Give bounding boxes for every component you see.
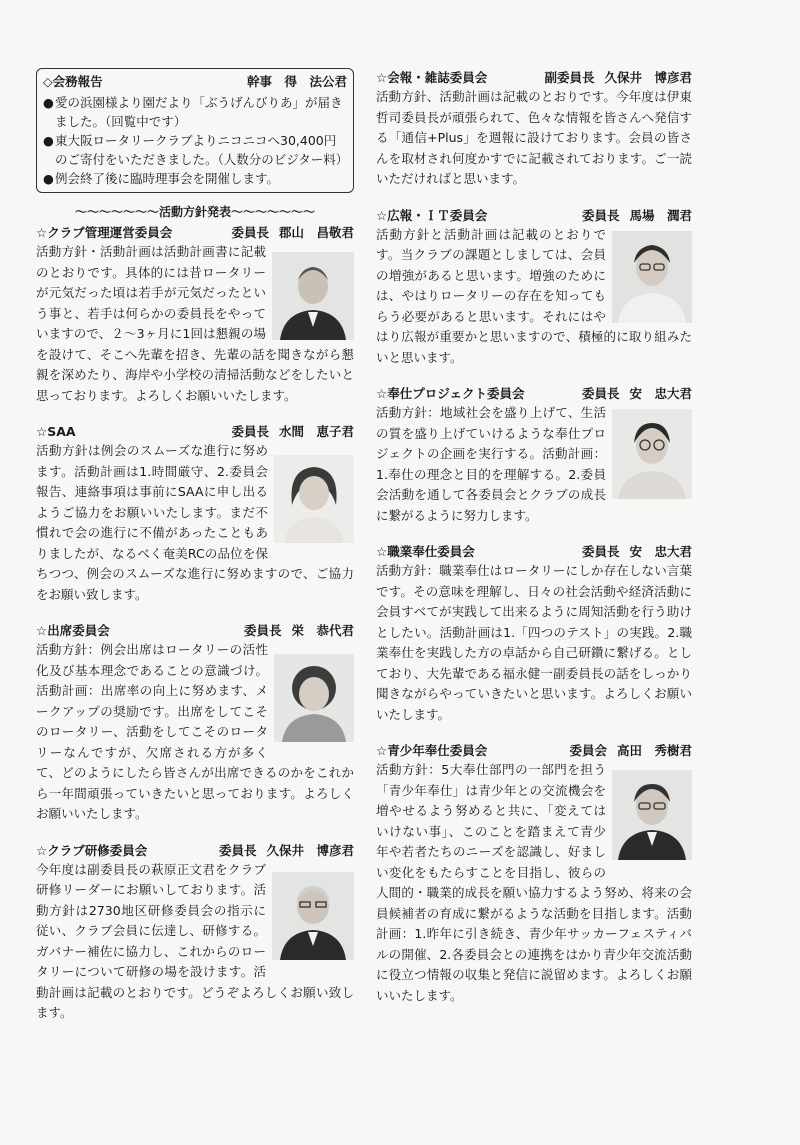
committee-title: ☆職業奉仕委員会	[376, 544, 475, 559]
notice-item-text: 愛の浜園様より園だより「ぶうげんびりあ」が届きました。（回覧中です）	[55, 95, 343, 129]
committee-title: ☆SAA	[36, 424, 76, 439]
committee-title: ☆出席委員会	[36, 623, 110, 638]
member-photo	[274, 455, 354, 543]
committee-name: 久保井 博彦君	[604, 70, 692, 85]
committee-section	[36, 223, 354, 406]
member-photo	[612, 409, 692, 499]
committee-chair	[582, 206, 692, 225]
committee-body: 今年度は副委員長の萩原正文君をクラブ研修リーダーにお願いしております。活動方針は2730地区研修委員会の指示に従い、クラブ会員に伝達し、研修する。ガバナー補佐に協力し、これからのロータリーについて研修の場を設けます。活動計画は記載のとおりです。どうぞよろしくお願い致します。	[36, 861, 354, 1020]
notice-list	[43, 93, 347, 188]
committee-role: 委員会	[569, 743, 607, 758]
bullet-icon: ●	[43, 171, 54, 186]
committee-header	[376, 384, 692, 403]
member-photo	[272, 252, 354, 340]
committee-section	[376, 542, 692, 725]
committee-section	[376, 206, 692, 369]
notice-author	[247, 72, 347, 91]
person-icon	[612, 231, 692, 323]
committee-role: 委員長	[581, 386, 620, 401]
committee-name: 久保井 博彦君	[266, 842, 354, 858]
notice-item	[43, 169, 347, 188]
committee-role: 委員長	[581, 207, 620, 223]
committee-role: 委員長	[231, 424, 269, 439]
member-photo	[272, 872, 354, 960]
committee-title: ☆会報・雑誌委員会	[376, 70, 488, 85]
notice-item	[43, 131, 347, 169]
committee-header	[376, 206, 692, 225]
committee-header	[376, 741, 692, 760]
notice-item	[43, 93, 347, 131]
committee-body: 活動方針：5大奉仕部門の一部門を担う「青少年奉仕」は青少年との交流機会を増やせるよう努めると共に、「変えてはいけない事」、このことを踏まえて青少年や若者たちのニーズを認識し、好ましい変化をもたらすことを目指し、彼らの人間的・職業的成長を願い協力するよう努め、将来の会員候補者の育成に繋がるような活動を目指します。活動計画：1.昨年に引き続き、青少年サッカーフェスティバルの開催、2.各委員会との連携をはかり青少年交流活動に役立つ情報の収集と発信に説留めます。よろしくお願いいたします。	[376, 762, 692, 1003]
notice-box	[36, 68, 354, 193]
committee-body: 活動方針と活動計画は記載のとおりです。当クラブの課題としましては、会員の増強があると思います。増強のためには、やはりロータリーの存在を知ってもらう必要があると思います。それにはやはり広報が重要かと思いますので、積極的に取り組みたいと思います。	[376, 226, 692, 365]
committee-name: 高田 秀樹君	[616, 743, 692, 758]
right-column	[376, 68, 692, 1022]
committee-header	[36, 841, 354, 860]
committee-chair	[582, 384, 692, 403]
person-icon	[272, 252, 354, 340]
bullet-icon: ●	[43, 95, 54, 110]
committee-chair	[231, 223, 354, 242]
committee-title: ☆クラブ研修委員会	[36, 842, 148, 858]
committee-chair	[544, 68, 692, 87]
committee-body: 活動方針：職業奉仕はロータリーにしか存在しない言葉です。その意味を理解し、日々の社会活動や経済活動に会員すべてが実践して出来るように周知活動を行う助けとしたい。活動計画は1.「四つのテスト」の実践。2.職業奉仕を実践した方の卓話から自己研鑽に繋げる。としており、大先輩である福永健一副委員長の話をしっかり聞きながらやっていきたいと思います。よろしくお願いいたします。	[376, 563, 692, 722]
committee-role: 委員長	[581, 544, 620, 559]
committee-name: 栄 恭代君	[291, 623, 354, 638]
person-icon	[274, 654, 354, 742]
committee-section	[36, 621, 354, 825]
notice-role: 幹事	[246, 74, 272, 89]
committee-section	[36, 422, 354, 605]
committee-section	[376, 741, 692, 1006]
committee-title: ☆奉仕プロジェクト委員会	[376, 386, 525, 401]
committee-section	[36, 841, 354, 1024]
committee-chair	[231, 422, 354, 441]
committee-body: 活動方針は例会のスムーズな進行に努めます。活動計画は1.時間厳守、2.委員会報告、連絡事項は事前にSAAに申し出るようご協力をお願いいたします。まだ不慣れで会の進行に不備があったこともありましたが、なるべく奄美RCの品位を保ちつつ、例会のスムーズな進行に努めますので、ご協力をお願い致します。	[36, 443, 354, 602]
committee-name: 安 忠大君	[629, 386, 692, 401]
committee-header	[36, 223, 354, 242]
committee-body: 活動方針、活動計画は記載のとおりです。今年度は伊東哲司委員長が頑張られて、色々な情報を皆さんへ発信する「通信+Plus」を週報に設けております。会員の皆さんを取材され何度かすでに記載されております。ご一読いただければと思います。	[376, 89, 692, 186]
committee-chair	[244, 621, 354, 640]
section-divider: 〜〜〜〜〜〜〜活動方針発表〜〜〜〜〜〜〜	[74, 205, 315, 219]
left-column	[36, 68, 354, 1040]
bullet-icon: ●	[43, 133, 54, 148]
committee-body: 活動方針：例会出席はロータリーの活性化及び基本理念であることの意識づけ。活動計画：出席率の向上に努めます、メークアップの奨励です。出席をしてこそのロータリー、活動をしてこそのロータリーなんですが、欠席される方が多くて、どのようにしたら皆さんが出席できるのかをこれから一年間頑張っていきたいと思っております。よろしくお願いいたします。	[36, 642, 354, 821]
committee-title: ☆クラブ管理運営委員会	[36, 225, 173, 240]
notice-item-text: 例会終了後に臨時理事会を開催します。	[55, 171, 280, 186]
person-icon	[612, 770, 692, 860]
member-photo	[612, 231, 692, 323]
committee-name: 安 忠大君	[629, 544, 692, 559]
notice-title: ◇会務報告	[43, 74, 103, 89]
committee-chair	[219, 841, 354, 860]
committee-name: 馬場 潤君	[629, 207, 692, 223]
committee-name: 郡山 昌敬君	[278, 225, 354, 240]
committee-body: 活動方針：地域社会を盛り上げて、生活の質を盛り上げていけるような奉仕プロジェクトの企画を実行する。活動計画：1.奉仕の理念と目的を理解する。2.委員会活動を通して各委員会とクラブの成長に繋がるように努力します。	[376, 405, 606, 523]
committee-role: 委員長	[231, 225, 269, 240]
committee-title: ☆青少年奉仕委員会	[376, 743, 488, 758]
notice-item-text: 東大阪ロータリークラブよりニコニコへ30,400円のご寄付をいただきました。（人数分のビジター料）	[55, 133, 349, 167]
committee-title: ☆広報・ＩＴ委員会	[376, 207, 488, 223]
committee-section	[376, 384, 692, 526]
committee-chair	[582, 542, 692, 561]
committee-header	[376, 68, 692, 87]
notice-header	[43, 72, 347, 91]
person-icon	[274, 455, 354, 543]
notice-name: 得 法公君	[284, 74, 347, 89]
committee-body: 活動方針・活動計画は活動計画書に記載のとおりです。具体的には昔ロータリーが元気だった頃は若手が元気だったという事と、若手は何らかの委員長をやっていますので、２〜3ヶ月に1回は懇親の場を設けて、そこへ先輩を招き、先輩の話を聞きながら懇親を深めたり、海岸や小学校の清掃活動などをしたいと思っております。よろしくお願いいたします。	[36, 244, 354, 403]
member-photo	[612, 770, 692, 860]
committee-role: 委員長	[243, 623, 282, 638]
committee-role: 副委員長	[544, 70, 595, 85]
committee-role: 委員長	[218, 842, 257, 858]
member-photo	[274, 654, 354, 742]
committee-header	[376, 542, 692, 561]
person-icon	[612, 409, 692, 499]
committee-header	[36, 422, 354, 441]
committee-chair	[569, 741, 692, 760]
committee-section	[376, 68, 692, 190]
committee-header	[36, 621, 354, 640]
committee-name: 水間 恵子君	[278, 424, 354, 439]
person-icon	[272, 872, 354, 960]
